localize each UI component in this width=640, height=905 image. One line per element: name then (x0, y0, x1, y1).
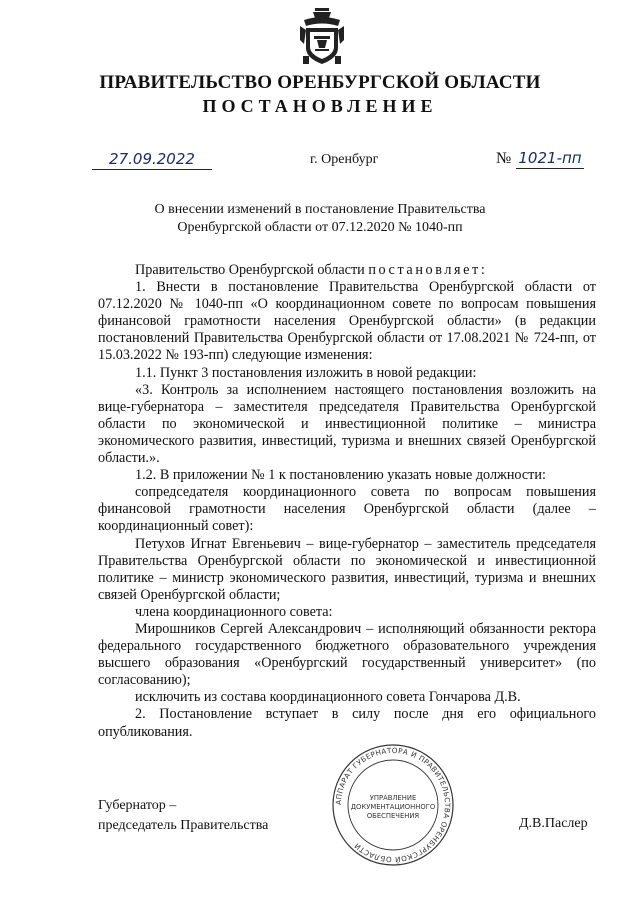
stamp-center-line-3: ОБЕСПЕЧЕНИЯ (366, 812, 420, 820)
paragraph-1-1: 1.1. Пункт 3 постановления изложить в новой редакции: (135, 364, 477, 381)
stamp-center-line-2: ДОКУМЕНТАЦИОННОГО (350, 803, 436, 811)
government-title: ПРАВИТЕЛЬСТВО ОРЕНБУРГСКОЙ ОБЛАСТИ (99, 72, 541, 93)
decree-number: 1021-пп (516, 149, 584, 169)
decree-date: 27.09.2022 (92, 150, 212, 170)
signatory-position-line-1: Губернатор – (98, 798, 177, 813)
stamp-ring-text: АППАРАТ ГУБЕРНАТОРА И ПРАВИТЕЛЬСТВА ОРЕНБУРГСКОЙ ОБЛАСТИ (333, 745, 453, 865)
paragraph-1-2-a: сопредседателя координационного совета по вопросам повышения финансовой грамотности населения Оренбургской области (далее – координационный совет): (98, 484, 596, 535)
intro-colon: : (480, 262, 485, 278)
subject-line-2: Оренбургской области от 07.12.2020 № 1040-пп (177, 220, 463, 235)
intro-text: Правительство Оренбургской области (135, 262, 369, 278)
stamp-center-line-1: УПРАВЛЕНИЕ (369, 794, 417, 802)
decree-city: г. Оренбург (310, 152, 379, 167)
decree-number-label: № (496, 150, 512, 167)
paragraph-1: 1. Внести в постановление Правительства Оренбургской области от 07.12.2020 № 1040-пп «О координационном совете по вопросам повышения финансовой грамотности населения Оренбургской области» (в редакции постановлений Правительства Оренбургской области от 17.08.2021 № 724-пп, от 15.03.2022 № 193-пп) следующие изменения: (98, 279, 596, 364)
document-type-title: ПОСТАНОВЛЕНИЕ (202, 96, 438, 116)
paragraph-2: 2. Постановление вступает в силу после дня его официального опубликования. (98, 706, 596, 740)
paragraph-1-2-e: исключить из состава координационного совета Гончарова Д.В. (135, 689, 521, 706)
paragraph-1-2-d: Мирошников Сергей Александрович – исполняющий обязанности ректора федерального государственного бюджетного образовательного учреждения высшего образования «Оренбургский государственный университет» (по согласованию); (98, 620, 596, 689)
subject-line-1: О внесении изменений в постановление Правительства (154, 202, 486, 217)
paragraph-1-2-c: члена координационного совета: (135, 603, 333, 620)
signatory-position-line-2: председатель Правительства (98, 818, 269, 833)
intro-paragraph (98, 262, 596, 279)
signatory-name: Д.В.Паслер (519, 816, 588, 831)
official-stamp (330, 742, 456, 868)
intro-verb: постановляет (368, 262, 481, 278)
paragraph-1-2: 1.2. В приложении № 1 к постановлению указать новые должности: (135, 467, 546, 484)
paragraph-1-1-quote: «3. Контроль за исполнением настоящего постановления возложить на вице-губернатора – заместителя председателя Правительства Оренбургской области по экономической и инвестиционной политике – министра экономического развития, инвестиций, туризма и внешних связей Оренбургской области.». (98, 381, 596, 467)
decree-subject (100, 201, 540, 237)
paragraph-1-2-b: Петухов Игнат Евгеньевич – вице-губернатор – заместитель председателя Правительства Оренбургской области по экономической и инвестиционной политике – министр экономического развития, инвестиций, туризма и внешних связей Оренбургской области; (98, 535, 596, 603)
signatory-position (98, 796, 268, 836)
decree-body (98, 262, 596, 741)
coat-of-arms-icon (300, 8, 344, 66)
